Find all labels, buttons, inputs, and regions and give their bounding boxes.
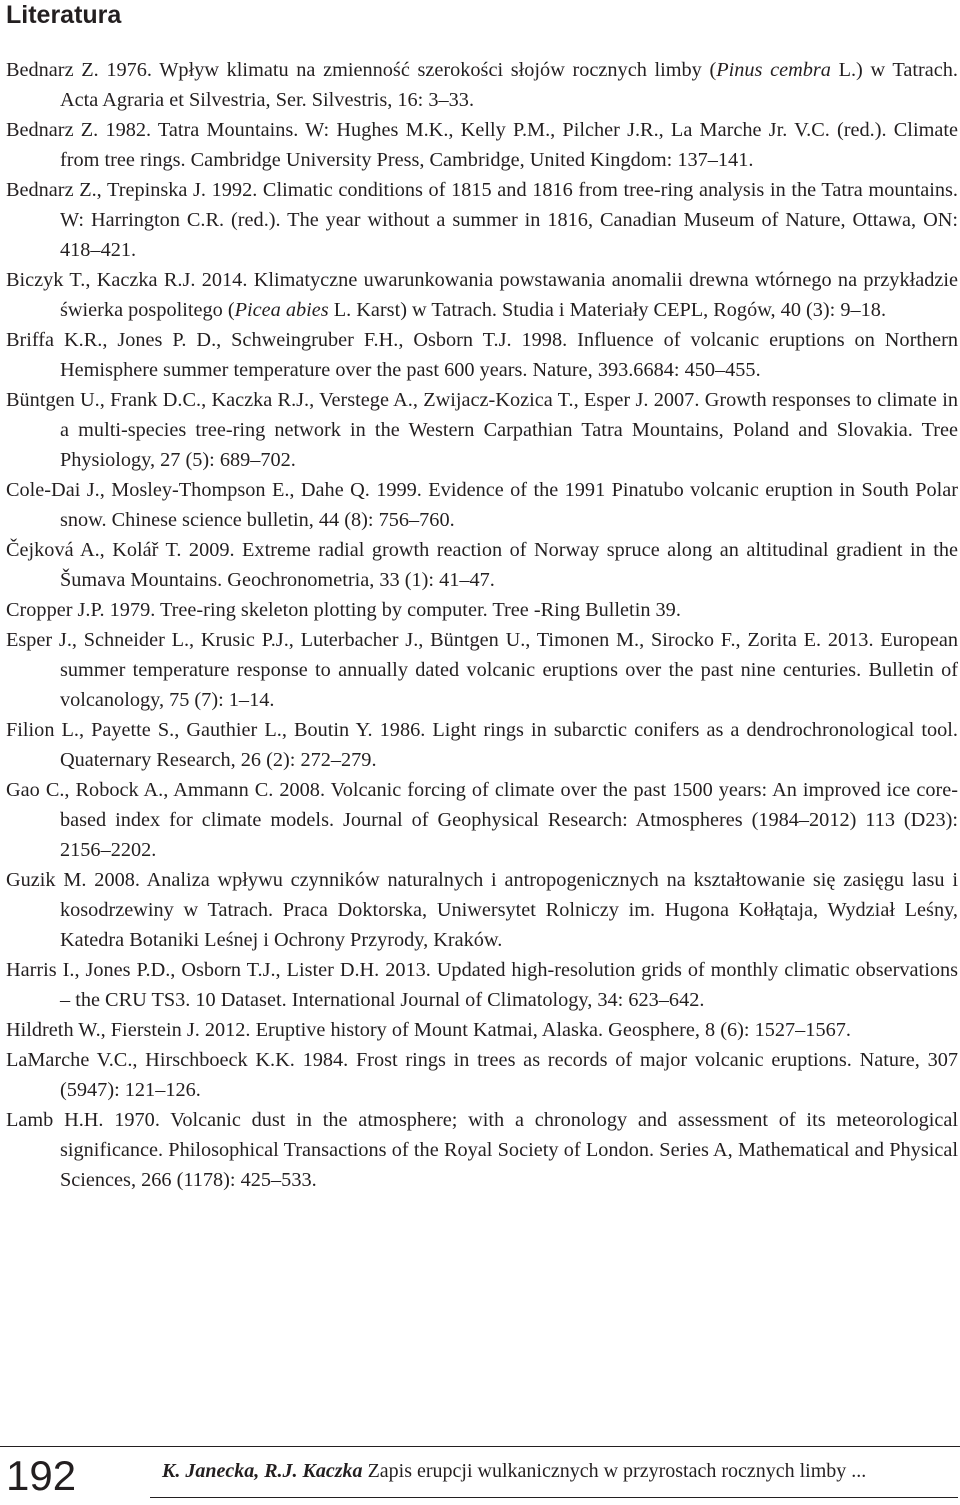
reference-entry xyxy=(6,55,958,115)
reference-list xyxy=(6,55,958,1195)
reference-text: Esper J., Schneider L., Krusic P.J., Luterbacher J., Büntgen U., Timonen M., Sirocko F., Zorita E. 2013. European summer temperature response to annually dated volcanic eruptions over the past nine centuries. Bulletin of volcanology, 75 (7): 1–14. xyxy=(6,629,958,711)
reference-text: Cole-Dai J., Mosley-Thompson E., Dahe Q. 1999. Evidence of the 1991 Pinatubo volcanic eruption in South Polar snow. Chinese science bulletin, 44 (8): 756–760. xyxy=(6,479,958,531)
reference-text: Bednarz Z., Trepinska J. 1992. Climatic conditions of 1815 and 1816 from tree-ring analysis in the Tatra mountains. W: Harrington C.R. (red.). The year without a summer in 1816, Canadian Museum of Nature, Ottawa, ON: 418–421. xyxy=(6,179,958,261)
reference-entry xyxy=(6,625,958,715)
reference-text: Lamb H.H. 1970. Volcanic dust in the atmosphere; with a chronology and assessment of its meteorological significance. Philosophical Transactions of the Royal Society of London. Series A, Mathematical and Physical Sciences, 266 (1178): 425–533. xyxy=(6,1109,958,1191)
reference-text: L. Karst) w Tatrach. Studia i Materiały CEPL, Rogów, 40 (3): 9–18. xyxy=(328,299,887,321)
reference-text: Bednarz Z. 1982. Tatra Mountains. W: Hughes M.K., Kelly P.M., Pilcher J.R., La Marche Jr. V.C. (red.). Climate from tree rings. Cambridge University Press, Cambridge, United Kingdom: 137–141. xyxy=(6,119,958,171)
reference-entry xyxy=(6,775,958,865)
page-number: 192 xyxy=(6,1452,77,1499)
reference-text: Gao C., Robock A., Ammann C. 2008. Volcanic forcing of climate over the past 1500 years: An improved ice core-based index for climate models. Journal of Geophysical Research: Atmospheres (1984–2012) 113 (D23): 2156–2202. xyxy=(6,779,958,861)
reference-entry xyxy=(6,475,958,535)
reference-text: Hildreth W., Fierstein J. 2012. Eruptive history of Mount Katmai, Alaska. Geosphere, 8 (6): 1527–1567. xyxy=(6,1019,851,1041)
reference-entry xyxy=(6,1105,958,1195)
reference-italic-text: Picea abies xyxy=(234,299,329,321)
reference-text: Filion L., Payette S., Gauthier L., Boutin Y. 1986. Light rings in subarctic conifers as a dendrochronological tool. Quaternary Research, 26 (2): 272–279. xyxy=(6,719,958,771)
reference-entry xyxy=(6,955,958,1015)
reference-entry xyxy=(6,325,958,385)
reference-entry xyxy=(6,865,958,955)
running-footer xyxy=(162,1458,866,1484)
reference-text: Briffa K.R., Jones P. D., Schweingruber F.H., Osborn T.J. 1998. Influence of volcanic eruptions on Northern Hemisphere summer temperature over the past 600 years. Nature, 393.6684: 450–455. xyxy=(6,329,958,381)
reference-text: LaMarche V.C., Hirschboeck K.K. 1984. Frost rings in trees as records of major volcanic eruptions. Nature, 307 (5947): 121–126. xyxy=(6,1049,958,1101)
footer-divider xyxy=(0,1446,960,1447)
reference-text: Harris I., Jones P.D., Osborn T.J., Lister D.H. 2013. Updated high-resolution grids of monthly climatic observations – the CRU TS3. 10 Dataset. International Journal of Climatology, 34: 623–642. xyxy=(6,959,958,1011)
reference-entry xyxy=(6,715,958,775)
reference-entry xyxy=(6,595,958,625)
reference-entry xyxy=(6,535,958,595)
reference-entry xyxy=(6,385,958,475)
section-heading: Literatura xyxy=(6,1,122,29)
reference-entry xyxy=(6,1045,958,1105)
reference-entry xyxy=(6,265,958,325)
reference-entry xyxy=(6,175,958,265)
reference-text: Guzik M. 2008. Analiza wpływu czynników naturalnych i antropogenicznych na kształtowanie się zasięgu lasu i kosodrzewiny w Tatrach. Praca Doktorska, Uniwersytet Rolniczy im. Hugona Kołłątaja, Wydział Leśny, Katedra Botaniki Leśnej i Ochrony Przyrody, Kraków. xyxy=(6,869,958,951)
reference-text: Čejková A., Kolář T. 2009. Extreme radial growth reaction of Norway spruce along an altitudinal gradient in the Šumava Mountains. Geochronometria, 33 (1): 41–47. xyxy=(6,539,958,591)
reference-text: L.) w Tatrach. Acta Agraria et Silvestria, Ser. Silvestris, 16: 3–33. xyxy=(60,59,959,111)
reference-italic-text: Pinus cembra xyxy=(716,59,831,81)
footer-authors: K. Janecka, R.J. Kaczka xyxy=(162,1460,363,1482)
reference-entry xyxy=(6,115,958,175)
reference-text: Biczyk T., Kaczka R.J. 2014. Klimatyczne uwarunkowania powstawania anomalii drewna wtórnego na przykładzie świerka pospolitego ( xyxy=(6,269,958,321)
reference-text: Büntgen U., Frank D.C., Kaczka R.J., Verstege A., Zwijacz-Kozica T., Esper J. 2007. Growth responses to climate in a multi-species tree-ring network in the Western Carpathian Tatra Mountains, Poland and Slovakia. Tree Physiology, 27 (5): 689–702. xyxy=(6,389,958,471)
footer-title: Zapis erupcji wulkanicznych w przyrostach rocznych limby ... xyxy=(367,1460,867,1482)
reference-entry xyxy=(6,1015,958,1045)
reference-text: Bednarz Z. 1976. Wpływ klimatu na zmienność szerokości słojów rocznych limby ( xyxy=(6,59,717,81)
reference-text: Cropper J.P. 1979. Tree-ring skeleton plotting by computer. Tree -Ring Bulletin 39. xyxy=(6,599,681,621)
footer-underline xyxy=(150,1497,958,1498)
